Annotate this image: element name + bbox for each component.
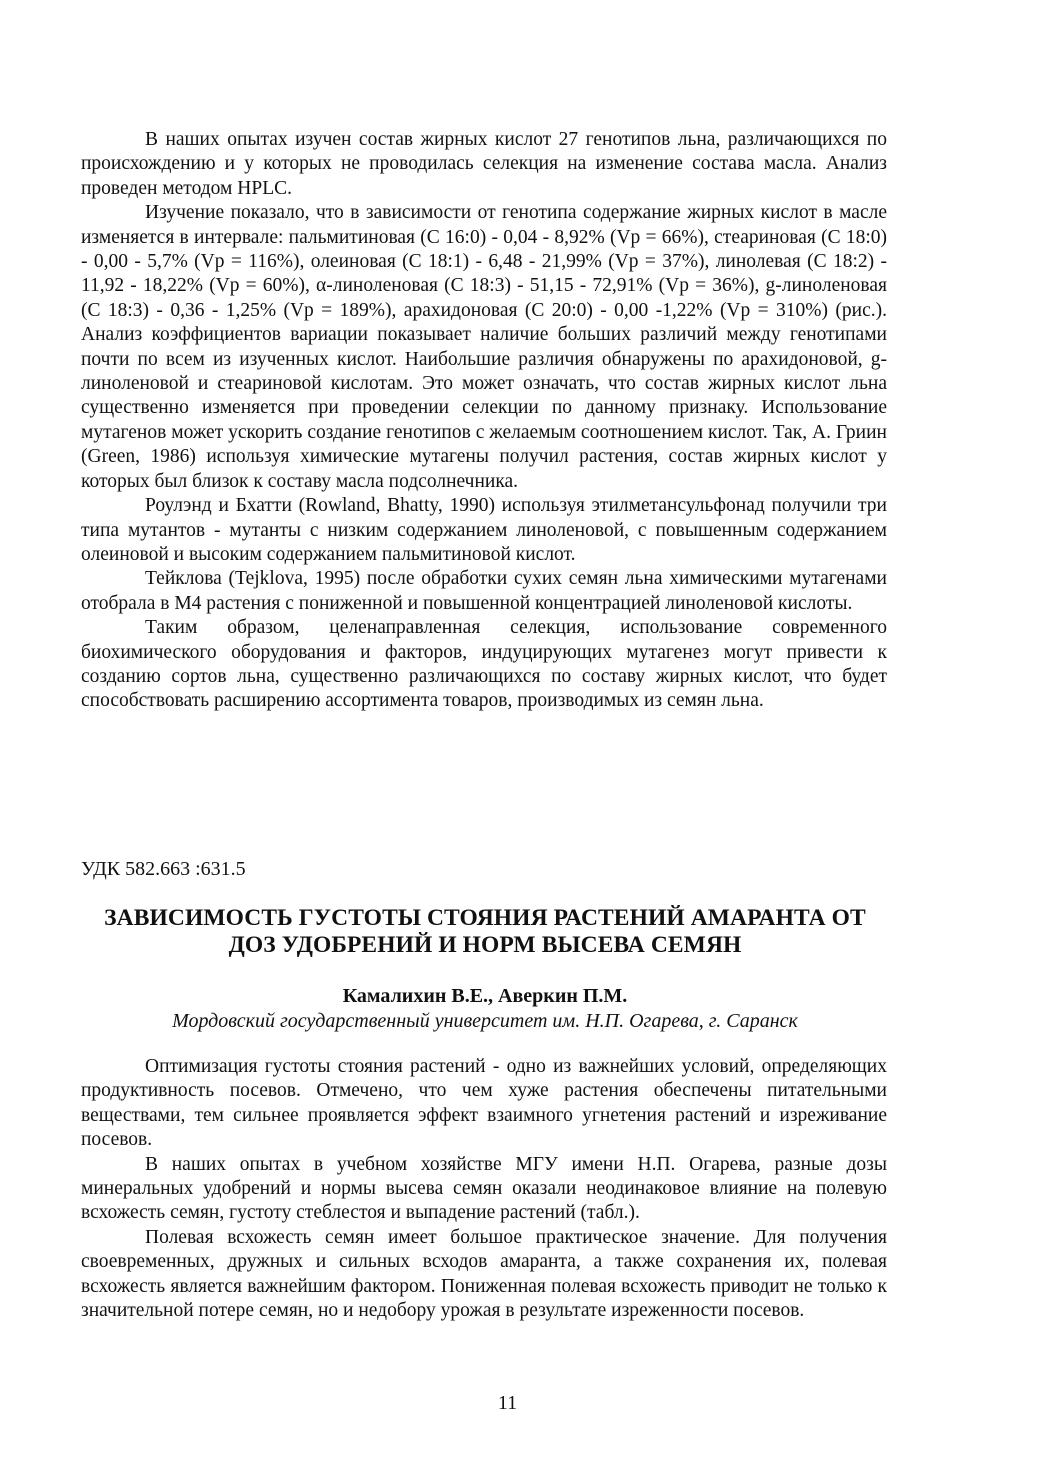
paragraph-8: Полевая всхожесть семян имеет большое практическое значение. Для получения своевременных, дружных и сильных всходов амаранта, а также сохранения их, полевая всхожесть является важнейшим фактором. Пониженная полевая всхожесть приводит не только к значительной потере семян, но и недобору урожая в результате изреженности посевов. [81,1226,887,1322]
paragraph-6: Оптимизация густоты стояния растений - одно из важнейших условий, определяющих продуктивность посевов. Отмечено, что чем хуже растения обеспечены питательными веществами, тем сильнее проявляется эффект взаимного угнетения растений и изреживание посевов. [81,1056,887,1151]
title-line-1: ЗАВИСИМОСТЬ ГУСТОТЫ СТОЯНИЯ РАСТЕНИЙ АМАРАНТА ОТ [104,905,866,931]
page-number: 11 [497,1392,518,1414]
paragraph-1: В наших опытах изучен состав жирных кислот 27 генотипов льна, различающихся по происхождению и у которых не проводилась селекция на изменение состава масла. Анализ проведен методом HPLC. [81,129,887,199]
paragraph-3: Роулэнд и Бхатти (Rowland, Bhatty, 1990) используя этилметансульфонад получили три типа мутантов - мутанты с низким содержанием линоленовой, с повышенным содержанием олеиновой и высоким содержанием пальмитиновой кислот. [81,495,887,565]
paragraph-2: Изучение показало, что в зависимости от генотипа содержание жирных кислот в масле изменяется в интервале: пальмитиновая (С 16:0) - 0,04 - 8,92% (Vр = 66%), стеариновая (С 18:0) - 0,00 - 5,7% (Vр = 116%), олеиновая (С 18:1) - 6,48 - 21,99% (Vр = 37%), линолевая (С 18:2) - 11,92 - 18,22% (Vр = 60%), α-линоленовая (С 18:3) - 51,15 - 72,91% (Vр = 36%), g-линоленовая (С 18:3) - 0,36 - 1,25% (Vр = 189%), арахидоновая (С 20:0) - 0,00 -1,22% (Vр = 310%) (рис.). Анализ коэффициентов вариации показывает наличие больших различий между генотипами почти по всем из изученных кислот. Наибольшие различия обнаружены по арахидоновой, g-линоленовой и стеариновой кислотам. Это может означать, что состав жирных кислот льна существенно изменяется при проведении селекции по данному признаку. Использование мутагенов может ускорить создание генотипов с желаемым соотношением кислот. Так, А. Гриин (Green, 1986) используя химические мутагены получил растения, состав жирных кислот у которых был близок к составу масла подсолнечника. [81,202,887,492]
bottom-text-block [81,1055,887,1323]
affiliation: Мордовский государственный университет им. Н.П. Огарева, г. Саранск [172,1010,798,1032]
paragraph-4: Тейклова (Tejklova, 1995) после обработки сухих семян льна химическими мутагенами отобрала в М4 растения с пониженной и повышенной концентрацией линоленовой кислоты. [81,568,887,614]
udk-code: УДК 582.663 :631.5 [81,858,246,880]
article-title [60,905,910,959]
title-line-2: ДОЗ УДОБРЕНИЙ И НОРМ ВЫСЕВА СЕМЯН [228,932,742,958]
paragraph-5: Таким образом, целенаправленная селекция, использование современного биохимического оборудования и факторов, индуцирующих мутагенез могут привести к созданию сортов льна, существенно различающихся по составу жирных кислот, что будет способствовать расширению ассортимента товаров, производимых из семян льна. [81,617,887,712]
authors: Камалихин В.Е., Аверкин П.М. [342,985,628,1007]
top-text-block [81,128,887,714]
paragraph-7: В наших опытах в учебном хозяйстве МГУ имени Н.П. Огарева, разные дозы минеральных удобрений и нормы высева семян оказали неодинаковое влияние на полевую всхожесть семян, густоту стеблестоя и выпадение растений (табл.). [81,1153,887,1224]
